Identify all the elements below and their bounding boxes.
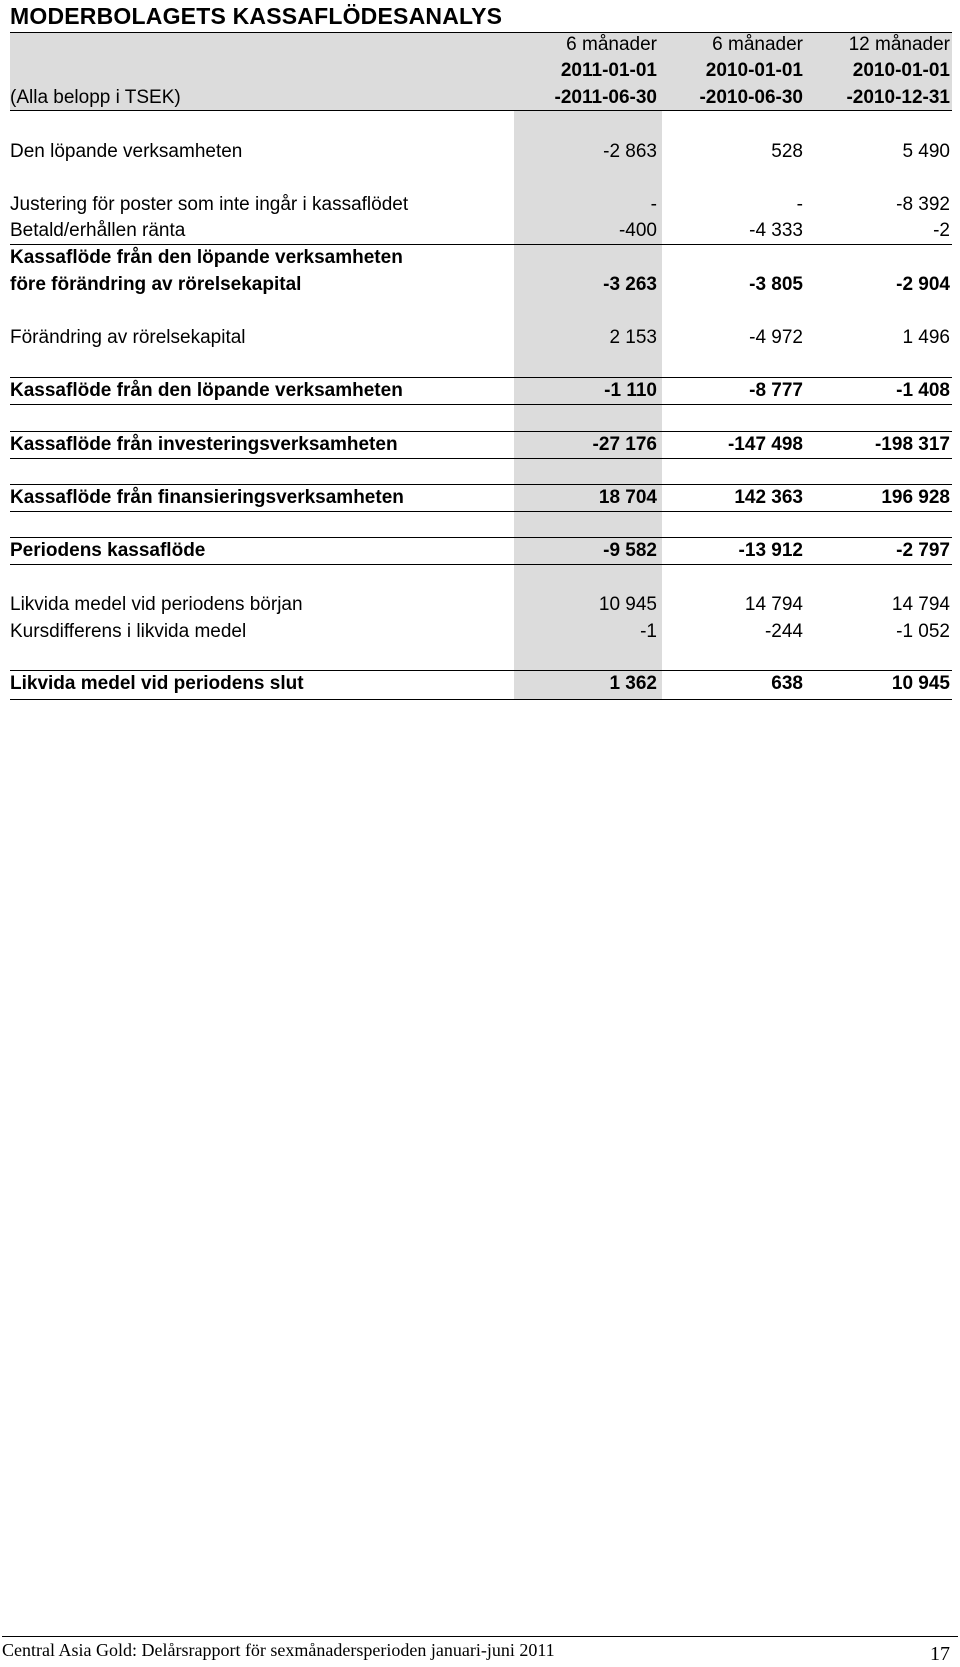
row-value-col3: 14 794 <box>891 594 950 615</box>
total-rule-top <box>10 670 952 671</box>
row-value-col1: 2 153 <box>609 327 657 348</box>
row-value-col2: - <box>796 194 803 215</box>
row-value-col1: 10 945 <box>598 594 657 615</box>
row-label: Kassaflöde från den löpande verksamheten <box>10 247 403 268</box>
row-value-col3: 196 928 <box>881 487 950 508</box>
section-rule-bottom <box>10 564 952 565</box>
row-value-col1: -27 176 <box>592 434 657 455</box>
unit-label: (Alla belopp i TSEK) <box>10 87 181 108</box>
section-rule-top <box>10 484 952 485</box>
subtotal-rule <box>10 244 952 245</box>
row-value-col3: -8 392 <box>896 194 950 215</box>
header-top-rule <box>10 32 952 33</box>
col3-end: -2010-12-31 <box>846 87 950 108</box>
section-rule-top <box>10 431 952 432</box>
row-label: Förändring av rörelsekapital <box>10 327 246 348</box>
row-label: Periodens kassaflöde <box>10 540 206 561</box>
section-rule-bottom <box>10 404 952 405</box>
row-value-col3: -2 797 <box>896 540 950 561</box>
row-value-col1: -9 582 <box>603 540 657 561</box>
col3-period: 12 månader <box>848 34 950 55</box>
row-value-col1: - <box>650 194 657 215</box>
row-label-line2: före förändring av rörelsekapital <box>10 274 302 295</box>
row-value-col2: -13 912 <box>738 540 803 561</box>
header-bottom-rule <box>10 110 952 111</box>
row-value-col1: -1 110 <box>604 380 657 401</box>
row-value-col2: -3 805 <box>749 274 803 295</box>
col2-period: 6 månader <box>712 34 803 55</box>
row-value-col1: 1 362 <box>609 673 657 694</box>
col1-start: 2011-01-01 <box>560 60 657 81</box>
row-value-col3: -1 052 <box>896 621 950 642</box>
row-value-col3: 5 490 <box>902 141 950 162</box>
row-value-col1: -400 <box>618 220 657 241</box>
row-value-col2: -8 777 <box>749 380 803 401</box>
section-rule-bottom <box>10 458 952 459</box>
row-value-col3: -2 904 <box>896 274 950 295</box>
col2-start: 2010-01-01 <box>705 60 803 81</box>
footer-rule <box>2 1636 958 1637</box>
row-value-col2: 14 794 <box>744 594 803 615</box>
row-value-col1: 18 704 <box>598 487 657 508</box>
page-number: 17 <box>930 1643 950 1665</box>
col2-end: -2010-06-30 <box>699 87 803 108</box>
row-value-col1: -3 263 <box>603 274 657 295</box>
row-value-col2: -244 <box>764 621 803 642</box>
row-value-col2: -4 333 <box>749 220 803 241</box>
section-rule-bottom <box>10 511 952 512</box>
row-value-col3: -198 317 <box>874 434 950 455</box>
row-label: Likvida medel vid periodens början <box>10 594 303 615</box>
section-rule-top <box>10 377 952 378</box>
row-value-col2: 528 <box>771 141 803 162</box>
section-rule-top <box>10 537 952 538</box>
row-label: Kursdifferens i likvida medel <box>10 621 247 642</box>
row-value-col1: -2 863 <box>603 141 657 162</box>
col1-end: -2011-06-30 <box>554 87 657 108</box>
row-value-col3: -1 408 <box>896 380 950 401</box>
row-value-col1: -1 <box>640 621 657 642</box>
row-label: Den löpande verksamheten <box>10 141 243 162</box>
row-value-col3: -2 <box>933 220 950 241</box>
footer-text: Central Asia Gold: Delårsrapport för sexmånadersperioden januari-juni 2011 <box>2 1640 555 1660</box>
row-label: Kassaflöde från investeringsverksamheten <box>10 434 398 455</box>
report-title: MODERBOLAGETS KASSAFLÖDESANALYS <box>10 3 503 29</box>
row-label: Likvida medel vid periodens slut <box>10 673 304 694</box>
row-value-col3: 1 496 <box>902 327 950 348</box>
row-label: Kassaflöde från finansieringsverksamheten <box>10 487 404 508</box>
total-rule-bottom <box>10 699 952 700</box>
row-value-col2: -4 972 <box>749 327 803 348</box>
row-value-col2: 638 <box>771 673 803 694</box>
row-label: Justering för poster som inte ingår i kassaflödet <box>10 194 409 215</box>
col1-period: 6 månader <box>566 34 657 55</box>
row-label: Betald/erhållen ränta <box>10 220 186 241</box>
row-value-col2: 142 363 <box>734 487 803 508</box>
col3-start: 2010-01-01 <box>852 60 950 81</box>
row-value-col3: 10 945 <box>891 673 950 694</box>
row-label: Kassaflöde från den löpande verksamheten <box>10 380 403 401</box>
row-value-col2: -147 498 <box>727 434 803 455</box>
